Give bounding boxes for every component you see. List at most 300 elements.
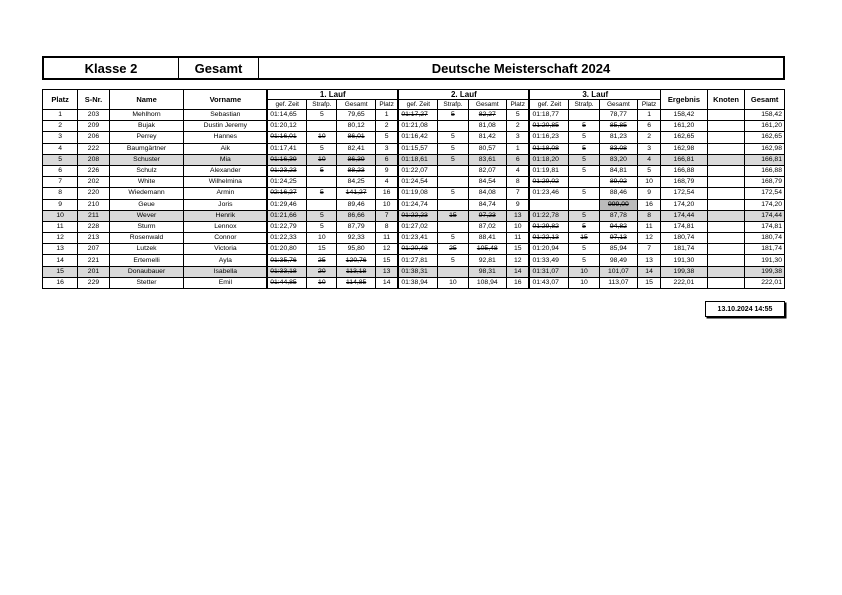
col-run2-strafp: Strafp. (438, 100, 468, 110)
cell-run2-zeit: 01:22,07 (398, 165, 438, 176)
cell-platz: 7 (43, 177, 78, 188)
cell-run2-strafp (438, 199, 468, 210)
cell-run2-platz: 1 (507, 143, 530, 154)
cell-run3-zeit (529, 199, 569, 210)
col-run2: 2. Lauf (398, 90, 529, 100)
cell-run2-platz: 8 (507, 177, 530, 188)
col-ergebnis: Ergebnis (661, 90, 708, 110)
col-run1-strafp: Strafp. (307, 100, 337, 110)
cell-run2-strafp (438, 121, 468, 132)
cell-name: Geue (109, 199, 184, 210)
cell-total: 180,74 (745, 233, 785, 244)
cell-ergebnis: 172,54 (661, 188, 708, 199)
cell-total: 166,88 (745, 165, 785, 176)
cell-run3-platz: 8 (638, 210, 661, 221)
table-row (43, 132, 785, 143)
cell-run3-platz: 14 (638, 266, 661, 277)
cell-run2-zeit: 01:24,54 (398, 177, 438, 188)
cell-platz: 12 (43, 233, 78, 244)
table-row (43, 177, 785, 188)
cell-total: 168,79 (745, 177, 785, 188)
cell-run3-zeit: 01:18,08 (529, 143, 569, 154)
cell-run1-gesamt: 120,76 (337, 255, 375, 266)
cell-snr: 207 (78, 244, 109, 255)
cell-run2-zeit: 01:19,08 (398, 188, 438, 199)
cell-run2-gesamt: 105,48 (468, 244, 506, 255)
cell-vorname: Victoria (184, 244, 267, 255)
cell-ergebnis: 158,42 (661, 110, 708, 121)
cell-vorname: Henrik (184, 210, 267, 221)
cell-run2-gesamt: 82,07 (468, 165, 506, 176)
results-body (43, 110, 785, 289)
cell-run3-zeit: 01:20,85 (529, 121, 569, 132)
cell-run2-zeit: 01:20,48 (398, 244, 438, 255)
cell-knoten (707, 266, 744, 277)
cell-knoten (707, 165, 744, 176)
cell-run2-strafp (438, 165, 468, 176)
cell-run2-zeit: 01:15,57 (398, 143, 438, 154)
col-run3-zeit: gef. Zeit (529, 100, 569, 110)
cell-run3-strafp: 5 (569, 132, 599, 143)
cell-total: 222,01 (745, 277, 785, 288)
cell-run2-gesamt: 81,42 (468, 132, 506, 143)
cell-run2-gesamt: 81,08 (468, 121, 506, 132)
table-row (43, 121, 785, 132)
col-run2-platz: Platz (507, 100, 530, 110)
cell-ergebnis: 166,81 (661, 154, 708, 165)
cell-run2-platz: 14 (507, 266, 530, 277)
class-label: Klasse 2 (44, 58, 179, 78)
table-row (43, 244, 785, 255)
cell-platz: 16 (43, 277, 78, 288)
cell-run1-strafp: 10 (307, 233, 337, 244)
cell-total: 191,30 (745, 255, 785, 266)
col-name: Name (109, 90, 184, 110)
cell-run3-gesamt: 113,07 (599, 277, 637, 288)
cell-platz: 1 (43, 110, 78, 121)
cell-run3-zeit: 01:29,02 (529, 177, 569, 188)
col-run2-zeit: gef. Zeit (398, 100, 438, 110)
cell-run1-gesamt: 86,39 (337, 154, 375, 165)
cell-platz: 8 (43, 188, 78, 199)
cell-total: 181,74 (745, 244, 785, 255)
cell-ergebnis: 181,74 (661, 244, 708, 255)
table-row (43, 255, 785, 266)
table-row (43, 221, 785, 232)
cell-vorname: Hannes (184, 132, 267, 143)
cell-run3-strafp: 5 (569, 221, 599, 232)
col-total: Gesamt (745, 90, 785, 110)
cell-run1-platz: 14 (375, 277, 398, 288)
cell-run2-zeit: 01:21,08 (398, 121, 438, 132)
cell-run1-strafp: 20 (307, 266, 337, 277)
cell-run2-strafp: 5 (438, 110, 468, 121)
cell-snr: 209 (78, 121, 109, 132)
cell-run2-strafp (438, 177, 468, 188)
cell-name: Schuster (109, 154, 184, 165)
cell-run1-platz: 3 (375, 143, 398, 154)
cell-run3-zeit: 01:33,49 (529, 255, 569, 266)
cell-run1-gesamt: 141,27 (337, 188, 375, 199)
cell-run2-strafp (438, 266, 468, 277)
cell-run3-gesamt: 87,78 (599, 210, 637, 221)
cell-snr: 213 (78, 233, 109, 244)
cell-run1-strafp: 25 (307, 255, 337, 266)
cell-run1-platz: 1 (375, 110, 398, 121)
cell-run2-gesamt: 92,81 (468, 255, 506, 266)
cell-run3-strafp (569, 199, 599, 210)
cell-knoten (707, 132, 744, 143)
table-row (43, 143, 785, 154)
cell-knoten (707, 277, 744, 288)
cell-knoten (707, 188, 744, 199)
cell-run1-strafp (307, 121, 337, 132)
cell-run2-gesamt: 98,31 (468, 266, 506, 277)
cell-name: Wever (109, 210, 184, 221)
cell-run3-platz: 16 (638, 199, 661, 210)
cell-ergebnis: 174,20 (661, 199, 708, 210)
cell-run1-gesamt: 114,85 (337, 277, 375, 288)
cell-run1-gesamt: 80,12 (337, 121, 375, 132)
cell-total: 162,65 (745, 132, 785, 143)
cell-vorname: Alexander (184, 165, 267, 176)
cell-run1-strafp: 10 (307, 277, 337, 288)
cell-run2-platz: 5 (507, 110, 530, 121)
cell-ergebnis: 166,88 (661, 165, 708, 176)
cell-snr: 203 (78, 110, 109, 121)
cell-snr: 226 (78, 165, 109, 176)
cell-run2-zeit: 01:27,02 (398, 221, 438, 232)
cell-run3-zeit: 01:20,94 (529, 244, 569, 255)
cell-run2-zeit: 01:16,42 (398, 132, 438, 143)
cell-knoten (707, 221, 744, 232)
col-platz: Platz (43, 90, 78, 110)
cell-run2-strafp: 5 (438, 143, 468, 154)
cell-run3-zeit: 01:43,07 (529, 277, 569, 288)
cell-ergebnis: 199,38 (661, 266, 708, 277)
col-run1-platz: Platz (375, 100, 398, 110)
table-row (43, 188, 785, 199)
cell-vorname: Mia (184, 154, 267, 165)
cell-run3-strafp (569, 177, 599, 188)
cell-total: 172,54 (745, 188, 785, 199)
cell-run3-zeit: 01:18,77 (529, 110, 569, 121)
cell-snr: 202 (78, 177, 109, 188)
cell-run2-platz: 11 (507, 233, 530, 244)
cell-knoten (707, 154, 744, 165)
cell-run3-strafp: 5 (569, 188, 599, 199)
cell-total: 162,98 (745, 143, 785, 154)
cell-run1-zeit: 01:14,65 (267, 110, 307, 121)
cell-name: Stetter (109, 277, 184, 288)
cell-run1-platz: 5 (375, 132, 398, 143)
cell-run3-zeit: 01:23,46 (529, 188, 569, 199)
cell-knoten (707, 244, 744, 255)
cell-run2-platz: 15 (507, 244, 530, 255)
cell-run1-platz: 7 (375, 210, 398, 221)
cell-name: Donaubauer (109, 266, 184, 277)
cell-run1-zeit: 01:17,41 (267, 143, 307, 154)
cell-platz: 5 (43, 154, 78, 165)
cell-run1-platz: 2 (375, 121, 398, 132)
cell-name: Schulz (109, 165, 184, 176)
cell-run1-platz: 10 (375, 199, 398, 210)
cell-run3-strafp: 5 (569, 244, 599, 255)
cell-name: Sturm (109, 221, 184, 232)
cell-run2-platz: 10 (507, 221, 530, 232)
cell-total: 174,44 (745, 210, 785, 221)
cell-run3-strafp: 5 (569, 121, 599, 132)
cell-run3-gesamt: 85,85 (599, 121, 637, 132)
cell-total: 161,20 (745, 121, 785, 132)
col-knoten: Knoten (707, 90, 744, 110)
cell-total: 158,42 (745, 110, 785, 121)
cell-run3-strafp: 5 (569, 255, 599, 266)
cell-run1-platz: 6 (375, 154, 398, 165)
cell-ergebnis: 162,65 (661, 132, 708, 143)
cell-run2-gesamt: 83,61 (468, 154, 506, 165)
cell-run1-zeit: 01:16,39 (267, 154, 307, 165)
timestamp: 13.10.2024 14:55 (705, 301, 785, 317)
cell-run3-gesamt: 84,81 (599, 165, 637, 176)
col-run3-platz: Platz (638, 100, 661, 110)
cell-run2-gesamt: 84,54 (468, 177, 506, 188)
cell-run1-gesamt: 82,41 (337, 143, 375, 154)
cell-knoten (707, 233, 744, 244)
cell-run3-platz: 10 (638, 177, 661, 188)
cell-run1-platz: 8 (375, 221, 398, 232)
cell-run1-strafp: 5 (307, 188, 337, 199)
cell-run3-gesamt: 101,07 (599, 266, 637, 277)
cell-run1-zeit: 01:20,80 (267, 244, 307, 255)
cell-run1-strafp: 10 (307, 154, 337, 165)
cell-run2-zeit: 01:24,74 (398, 199, 438, 210)
cell-run3-platz: 5 (638, 165, 661, 176)
cell-run3-platz: 1 (638, 110, 661, 121)
table-row (43, 110, 785, 121)
cell-run1-zeit: 01:22,79 (267, 221, 307, 232)
cell-run1-strafp: 15 (307, 244, 337, 255)
cell-name: Ertemelli (109, 255, 184, 266)
cell-run2-gesamt: 82,27 (468, 110, 506, 121)
cell-knoten (707, 110, 744, 121)
cell-ergebnis: 174,44 (661, 210, 708, 221)
cell-platz: 9 (43, 199, 78, 210)
cell-run1-zeit: 01:33,18 (267, 266, 307, 277)
cell-run2-platz: 6 (507, 154, 530, 165)
cell-run3-platz: 6 (638, 121, 661, 132)
cell-run2-gesamt: 84,08 (468, 188, 506, 199)
cell-run3-gesamt: 85,94 (599, 244, 637, 255)
title-bar (42, 56, 785, 80)
cell-vorname: Armin (184, 188, 267, 199)
cell-vorname: Aik (184, 143, 267, 154)
cell-run3-gesamt: 999,00 (599, 199, 637, 210)
cell-run3-zeit: 01:16,23 (529, 132, 569, 143)
cell-run2-zeit: 01:38,31 (398, 266, 438, 277)
cell-run2-gesamt: 87,02 (468, 221, 506, 232)
cell-run2-gesamt: 97,23 (468, 210, 506, 221)
cell-platz: 10 (43, 210, 78, 221)
cell-run1-gesamt: 86,66 (337, 210, 375, 221)
cell-run3-platz: 9 (638, 188, 661, 199)
cell-platz: 6 (43, 165, 78, 176)
cell-snr: 221 (78, 255, 109, 266)
cell-run2-platz: 2 (507, 121, 530, 132)
cell-snr: 228 (78, 221, 109, 232)
cell-run3-strafp: 5 (569, 210, 599, 221)
cell-run3-platz: 12 (638, 233, 661, 244)
cell-run3-platz: 11 (638, 221, 661, 232)
col-run2-gesamt: Gesamt (468, 100, 506, 110)
cell-run3-zeit: 01:29,82 (529, 221, 569, 232)
cell-run2-zeit: 01:38,94 (398, 277, 438, 288)
cell-snr: 229 (78, 277, 109, 288)
cell-platz: 13 (43, 244, 78, 255)
cell-run1-strafp: 5 (307, 221, 337, 232)
col-run3-strafp: Strafp. (569, 100, 599, 110)
cell-run2-gesamt: 84,74 (468, 199, 506, 210)
cell-vorname: Emil (184, 277, 267, 288)
cell-run1-zeit: 01:29,46 (267, 199, 307, 210)
col-run3: 3. Lauf (529, 90, 660, 100)
cell-vorname: Dustin Jeremy (184, 121, 267, 132)
cell-name: Mehlhorn (109, 110, 184, 121)
cell-snr: 201 (78, 266, 109, 277)
cell-run1-zeit: 01:44,85 (267, 277, 307, 288)
cell-knoten (707, 199, 744, 210)
cell-run3-platz: 15 (638, 277, 661, 288)
cell-snr: 222 (78, 143, 109, 154)
cell-run1-zeit: 01:35,76 (267, 255, 307, 266)
table-row (43, 165, 785, 176)
cell-run3-zeit: 01:18,20 (529, 154, 569, 165)
table-row (43, 277, 785, 288)
cell-ergebnis: 222,01 (661, 277, 708, 288)
cell-run2-platz: 12 (507, 255, 530, 266)
cell-total: 166,81 (745, 154, 785, 165)
cell-run3-gesamt: 81,23 (599, 132, 637, 143)
col-vorname: Vorname (184, 90, 267, 110)
cell-run2-platz: 13 (507, 210, 530, 221)
cell-run2-strafp: 5 (438, 154, 468, 165)
cell-ergebnis: 191,30 (661, 255, 708, 266)
cell-knoten (707, 121, 744, 132)
cell-run3-zeit: 01:22,78 (529, 210, 569, 221)
table-row (43, 233, 785, 244)
cell-run1-gesamt: 84,25 (337, 177, 375, 188)
cell-vorname: Isabella (184, 266, 267, 277)
cell-run3-platz: 4 (638, 154, 661, 165)
scope-label: Gesamt (179, 58, 259, 78)
cell-run2-strafp: 5 (438, 132, 468, 143)
cell-run3-strafp: 15 (569, 233, 599, 244)
cell-snr: 208 (78, 154, 109, 165)
cell-run1-platz: 4 (375, 177, 398, 188)
cell-run2-zeit: 01:23,41 (398, 233, 438, 244)
cell-run3-gesamt: 83,20 (599, 154, 637, 165)
cell-run1-zeit: 01:20,12 (267, 121, 307, 132)
col-run3-gesamt: Gesamt (599, 100, 637, 110)
table-row (43, 210, 785, 221)
cell-ergebnis: 162,98 (661, 143, 708, 154)
cell-run3-strafp (569, 110, 599, 121)
cell-vorname: Joris (184, 199, 267, 210)
cell-run3-zeit: 01:19,81 (529, 165, 569, 176)
cell-platz: 11 (43, 221, 78, 232)
cell-ergebnis: 161,20 (661, 121, 708, 132)
cell-total: 174,20 (745, 199, 785, 210)
cell-run1-zeit: 01:23,23 (267, 165, 307, 176)
cell-run2-zeit: 01:17,27 (398, 110, 438, 121)
cell-knoten (707, 143, 744, 154)
cell-name: Baumgärtner (109, 143, 184, 154)
cell-run1-platz: 11 (375, 233, 398, 244)
cell-vorname: Lennox (184, 221, 267, 232)
table-row (43, 266, 785, 277)
cell-run1-platz: 13 (375, 266, 398, 277)
cell-vorname: Wilhelmina (184, 177, 267, 188)
cell-run2-platz: 4 (507, 165, 530, 176)
cell-run2-strafp: 15 (438, 210, 468, 221)
cell-run3-gesamt: 78,77 (599, 110, 637, 121)
cell-run1-gesamt: 92,33 (337, 233, 375, 244)
cell-ergebnis: 174,81 (661, 221, 708, 232)
cell-run1-zeit: 02:16,27 (267, 188, 307, 199)
cell-run1-zeit: 01:21,66 (267, 210, 307, 221)
cell-run1-gesamt: 89,46 (337, 199, 375, 210)
col-run1-zeit: gef. Zeit (267, 100, 307, 110)
cell-run3-gesamt: 94,82 (599, 221, 637, 232)
cell-run1-strafp: 5 (307, 210, 337, 221)
cell-platz: 3 (43, 132, 78, 143)
col-run1: 1. Lauf (267, 90, 398, 100)
cell-run1-strafp: 5 (307, 165, 337, 176)
cell-run1-gesamt: 95,80 (337, 244, 375, 255)
cell-run3-zeit: 01:31,07 (529, 266, 569, 277)
cell-run3-gesamt: 98,49 (599, 255, 637, 266)
cell-snr: 211 (78, 210, 109, 221)
event-title: Deutsche Meisterschaft 2024 (431, 60, 611, 76)
cell-vorname: Ayla (184, 255, 267, 266)
cell-run1-platz: 9 (375, 165, 398, 176)
table-row (43, 154, 785, 165)
cell-vorname: Sebastian (184, 110, 267, 121)
cell-run2-strafp: 10 (438, 277, 468, 288)
cell-snr: 210 (78, 199, 109, 210)
cell-platz: 15 (43, 266, 78, 277)
table-row (43, 199, 785, 210)
cell-knoten (707, 177, 744, 188)
cell-vorname: Connor (184, 233, 267, 244)
cell-run2-gesamt: 80,57 (468, 143, 506, 154)
cell-knoten (707, 255, 744, 266)
results-table (42, 89, 785, 289)
cell-run2-gesamt: 88,41 (468, 233, 506, 244)
cell-run2-strafp: 5 (438, 233, 468, 244)
cell-snr: 206 (78, 132, 109, 143)
cell-platz: 2 (43, 121, 78, 132)
cell-run1-gesamt: 88,23 (337, 165, 375, 176)
cell-run2-platz: 7 (507, 188, 530, 199)
cell-run1-strafp: 5 (307, 110, 337, 121)
cell-run2-platz: 3 (507, 132, 530, 143)
cell-run3-gesamt: 83,08 (599, 143, 637, 154)
col-snr: S-Nr. (78, 90, 109, 110)
cell-name: Lutzek (109, 244, 184, 255)
cell-run2-strafp: 25 (438, 244, 468, 255)
cell-run1-zeit: 01:24,25 (267, 177, 307, 188)
